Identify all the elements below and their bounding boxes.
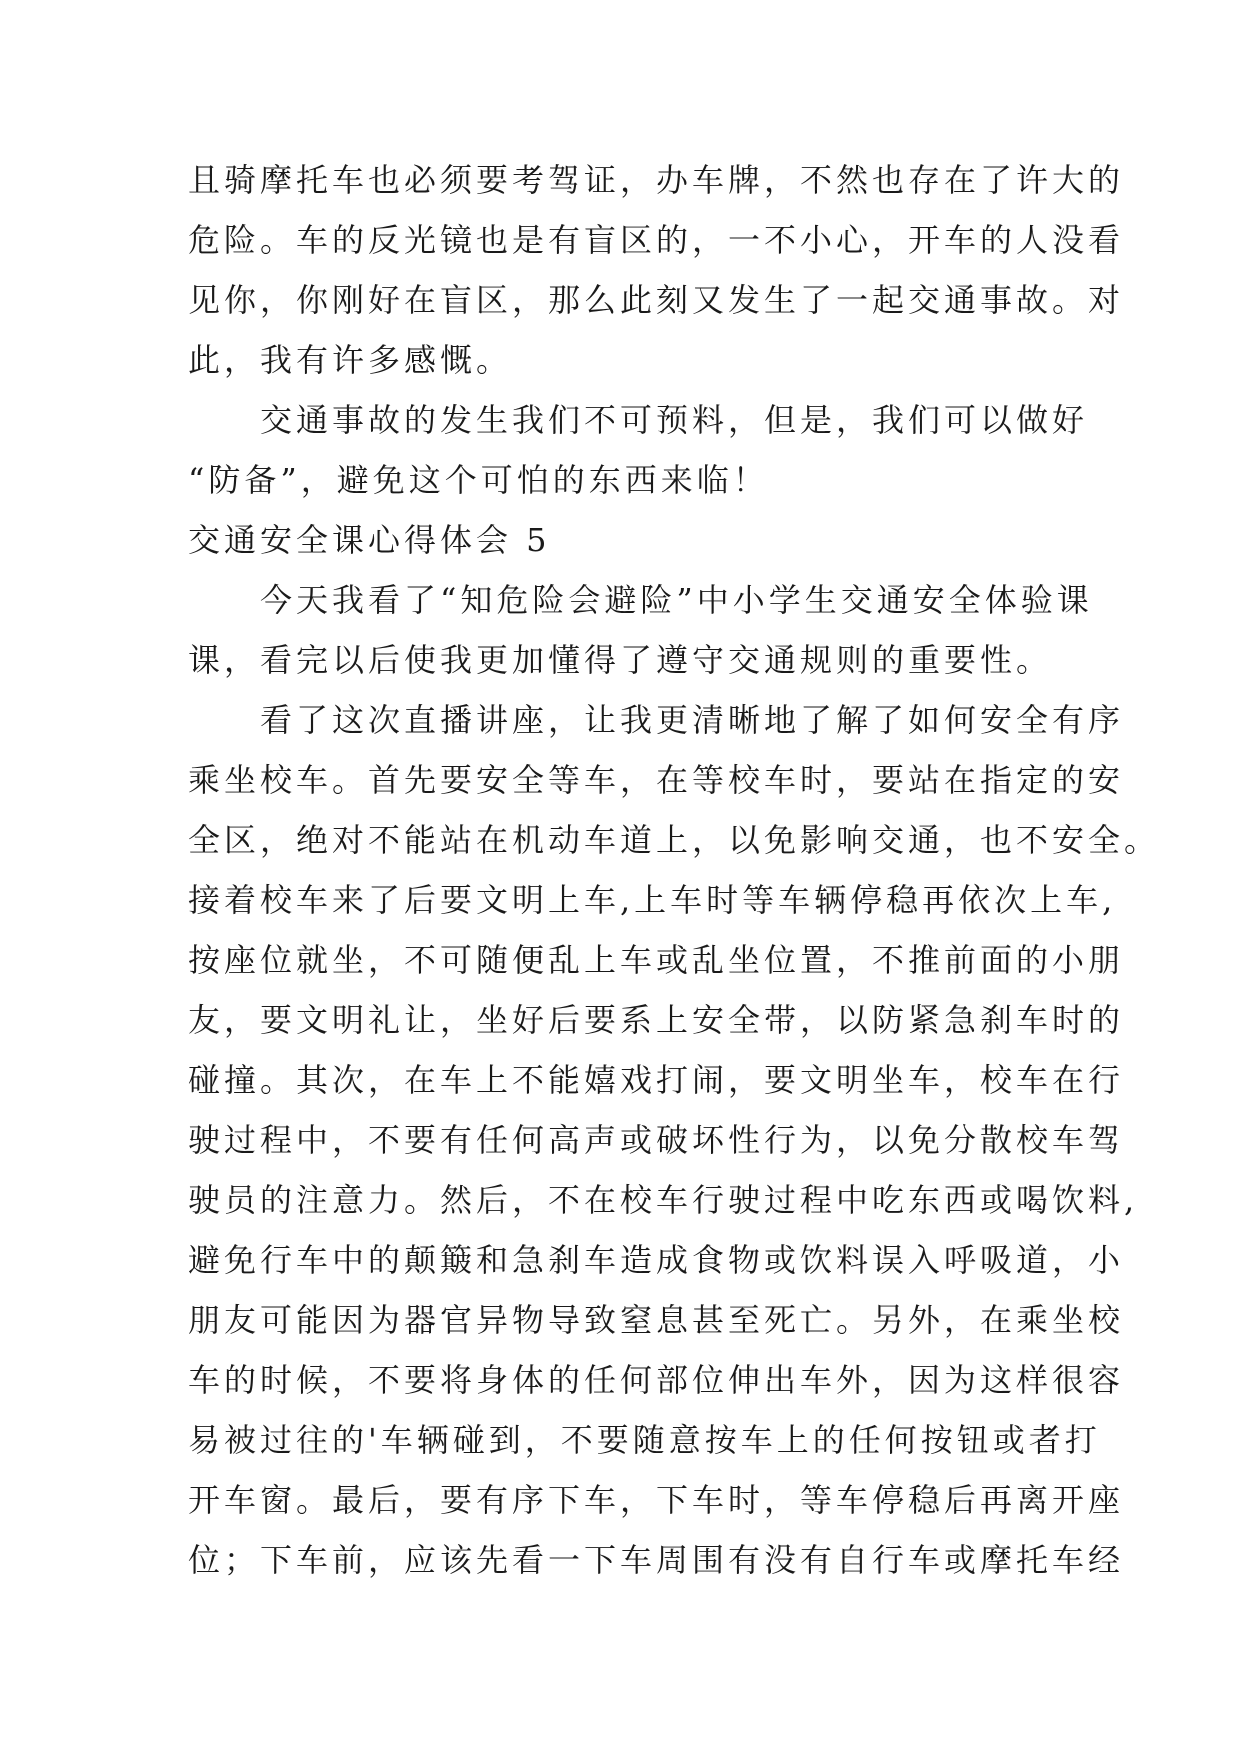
text-line: 全区，绝对不能站在机动车道上，以免影响交通，也不安全。 (188, 821, 1161, 859)
text-line: 危险。车的反光镜也是有盲区的，一不小心，开车的人没看 (188, 221, 1125, 259)
text-line: “防备”，避免这个可怕的东西来临！ (188, 461, 769, 499)
text-line: 接着校车来了后要文明上车,上车时等车辆停稳再依次上车, (188, 881, 1117, 919)
paragraph-continued (188, 150, 1125, 390)
text-line: 交通事故的发生我们不可预料，但是，我们可以做好 (260, 401, 1089, 439)
text-line: 见你，你刚好在盲区，那么此刻又发生了一起交通事故。对 (188, 281, 1125, 319)
text-line: 按座位就坐，不可随便乱上车或乱坐位置，不推前面的小朋 (188, 941, 1125, 979)
paragraph-intro (188, 570, 1093, 690)
text-line: 今天我看了“知危险会避险”中小学生交通安全体验课 (260, 581, 1093, 619)
text-line: 驶员的注意力。然后，不在校车行驶过程中吃东西或喝饮料, (188, 1181, 1139, 1219)
text-line: 易被过往的'车辆碰到，不要随意按车上的任何按钮或者打 (188, 1421, 1101, 1459)
text-line: 朋友可能因为器官异物导致窒息甚至死亡。另外，在乘坐校 (188, 1301, 1125, 1339)
text-line: 车的时候，不要将身体的任何部位伸出车外，因为这样很容 (188, 1361, 1125, 1399)
text-line: 碰撞。其次，在车上不能嬉戏打闹，要文明坐车，校车在行 (188, 1061, 1125, 1099)
text-line: 此，我有许多感慨。 (188, 341, 513, 379)
text-line: 位；下车前，应该先看一下车周围有没有自行车或摩托车经 (188, 1541, 1125, 1579)
text-line: 友，要文明礼让，坐好后要系上安全带，以防紧急刹车时的 (188, 1001, 1125, 1039)
section-heading: 交通安全课心得体会 5 (188, 521, 551, 559)
text-line: 避免行车中的颠簸和急刹车造成食物或饮料误入呼吸道，小 (188, 1241, 1125, 1279)
text-line: 开车窗。最后，要有序下车，下车时，等车停稳后再离开座 (188, 1481, 1125, 1519)
paragraph-prevention (188, 390, 1089, 510)
text-line: 驶过程中，不要有任何高声或破坏性行为，以免分散校车驾 (188, 1121, 1125, 1159)
text-line: 乘坐校车。首先要安全等车，在等校车时，要站在指定的安 (188, 761, 1125, 799)
paragraph-main (188, 690, 1161, 1590)
text-line: 课，看完以后使我更加懂得了遵守交通规则的重要性。 (188, 641, 1053, 679)
text-line: 看了这次直播讲座，让我更清晰地了解了如何安全有序 (260, 701, 1125, 739)
text-line: 且骑摩托车也必须要考驾证，办车牌，不然也存在了许大的 (188, 161, 1125, 199)
